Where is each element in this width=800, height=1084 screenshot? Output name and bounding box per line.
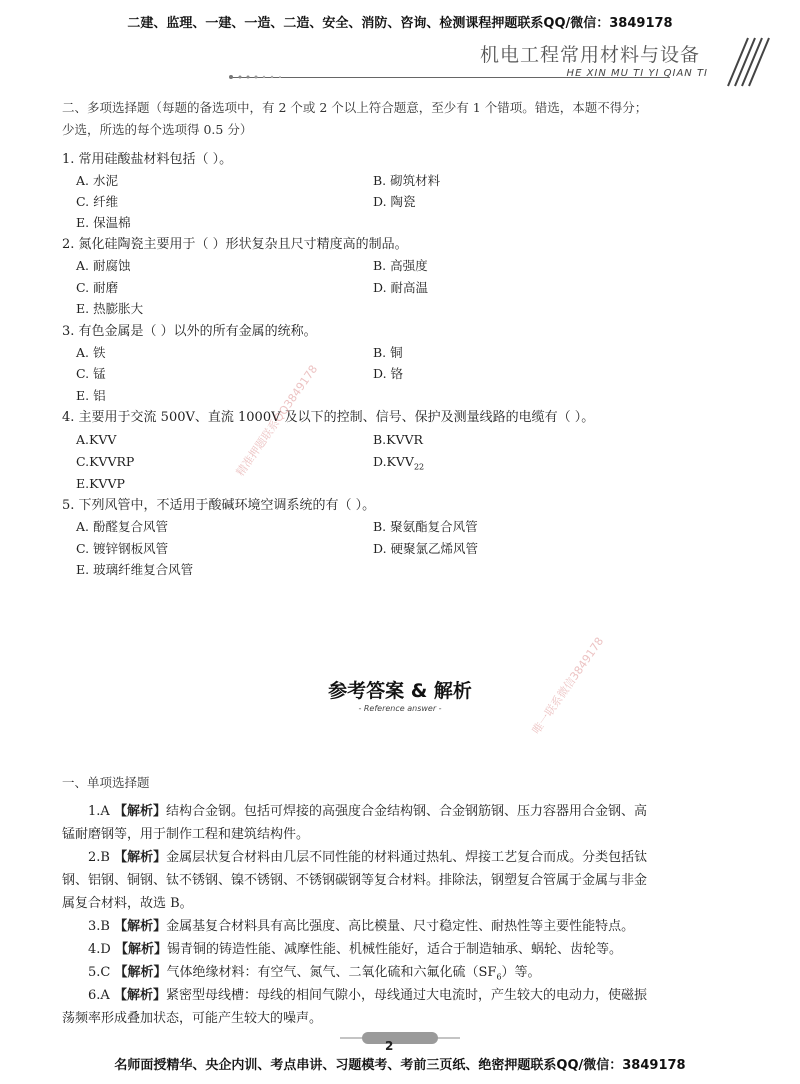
watermark: 唯一联系微信3849178 — [529, 634, 607, 737]
question-stem: 2. 氮化硅陶瓷主要用于（ ）形状复杂且尺寸精度高的制品。 — [62, 237, 408, 252]
answer-item: 2.B 【解析】金属层状复合材料由几层不同性能的材料通过热轧、焊接工艺复合而成。分类包括钛 — [88, 850, 648, 865]
answer-item: 4.D 【解析】锡青铜的铸造性能、减摩性能、机械性能好，适合于制造轴承、蜗轮、齿轮等。 — [88, 942, 622, 957]
option-c: C. 锰 — [76, 366, 106, 381]
option-d: $D.KVV_{22}$ — [373, 454, 425, 472]
option-c: C. 纤维 — [76, 194, 119, 209]
answer-item-cont: 荡频率形成叠加状态，可能产生较大的噪声。 — [62, 1011, 323, 1026]
section1-title: 一、单项选择题 — [62, 775, 150, 790]
option-e: E.KVVP — [76, 476, 125, 491]
question-stem: 5. 下列风管中，不适用于酸碱环境空调系统的有（ ）。 — [62, 498, 376, 513]
option-b: B. 铜 — [373, 345, 403, 360]
section2-title-line2: 少选，所选的每个选项得 0.5 分） — [62, 122, 253, 137]
answer-item-cont: 钢、铝钢、铜钢、钛不锈钢、镍不锈钢、不锈钢碳钢等复合材料。排除法，钢塑复合管属于金属与非金 — [62, 873, 648, 888]
option-d: D. 铬 — [373, 366, 404, 381]
answer-item-cont: 属复合材料，故选 B。 — [62, 896, 193, 911]
footer-banner: 名师面授精华、央企内训、考点串讲、习题模考、考前三页纸、绝密押题联系QQ/微信：3849178 — [114, 1058, 686, 1073]
answer-item: 3.B 【解析】金属基复合材料具有高比强度、高比模量、尺寸稳定性、耐热性等主要性能特点。 — [88, 919, 635, 934]
chapter-title: 机电工程常用材料与设备 — [479, 44, 700, 66]
option-e: E. 热膨胀大 — [76, 301, 144, 316]
header-dots-decoration — [228, 74, 308, 80]
page-number-tab — [340, 1030, 460, 1046]
chapter-pinyin: HE XIN MU TI YI QIAN TI — [566, 68, 708, 79]
option-a: A. 水泥 — [76, 173, 118, 188]
option-b: B. 高强度 — [373, 258, 428, 273]
option-d: D. 耐高温 — [373, 280, 429, 295]
option-b: B. 聚氨酯复合风管 — [373, 519, 478, 534]
watermark: 精准押题联系QQ3849178 — [233, 362, 321, 479]
option-d: D. 硬聚氯乙烯风管 — [373, 541, 479, 556]
section2-title-line1: 二、多项选择题（每题的备选项中，有 2 个或 2 个以上符合题意，至少有 1 个错项。错选，本题不得分； — [62, 100, 648, 115]
question-stem: 4. 主要用于交流 500V、直流 1000V 及以下的控制、信号、保护及测量线路的电缆有（ ）。 — [62, 410, 595, 425]
answer-item-cont: 锰耐磨钢等，用于制作工程和建筑结构件。 — [62, 827, 310, 842]
answer-item: 5.C 【解析】气体绝缘材料：有空气、氮气、二氧化硫和六氟化硫$(SF_6)$等。 — [88, 965, 541, 982]
answer-item: 1.A 【解析】结构合金钢。包括可焊接的高强度合金结构钢、合金钢筋钢、压力容器用合金钢、高 — [88, 804, 647, 819]
answers-title: 参考答案 & 解析 — [328, 680, 472, 702]
option-a: A. 酚醛复合风管 — [76, 519, 168, 534]
option-b: B.KVVR — [373, 432, 423, 447]
option-b: B. 砌筑材料 — [373, 173, 441, 188]
answers-subtitle: - Reference answer - — [358, 704, 442, 713]
page-number: 2 — [385, 1039, 394, 1053]
option-c: C. 耐磨 — [76, 280, 119, 295]
option-e: E. 玻璃纤维复合风管 — [76, 562, 194, 577]
option-a: A. 铁 — [76, 345, 106, 360]
option-a: A. 耐腐蚀 — [76, 258, 131, 273]
question-stem: 3. 有色金属是（ ）以外的所有金属的统称。 — [62, 324, 317, 339]
option-c: C.KVVRP — [76, 454, 135, 469]
option-c: C. 镀锌钢板风管 — [76, 541, 169, 556]
answer-item: 6.A 【解析】紧密型母线槽：母线的相间气隙小，母线通过大电流时，产生较大的电动力，使磁振 — [88, 988, 647, 1003]
option-d: D. 陶瓷 — [373, 194, 416, 209]
option-e: E. 铝 — [76, 388, 106, 403]
option-a: A.KVV — [76, 432, 117, 447]
header-stripes-decoration — [718, 36, 770, 88]
top-banner: 二建、监理、一建、一造、二造、安全、消防、咨询、检测课程押题联系QQ/微信：3849178 — [127, 16, 673, 31]
option-e: E. 保温棉 — [76, 215, 131, 230]
question-stem: 1. 常用硅酸盐材料包括（ ）。 — [62, 152, 233, 167]
